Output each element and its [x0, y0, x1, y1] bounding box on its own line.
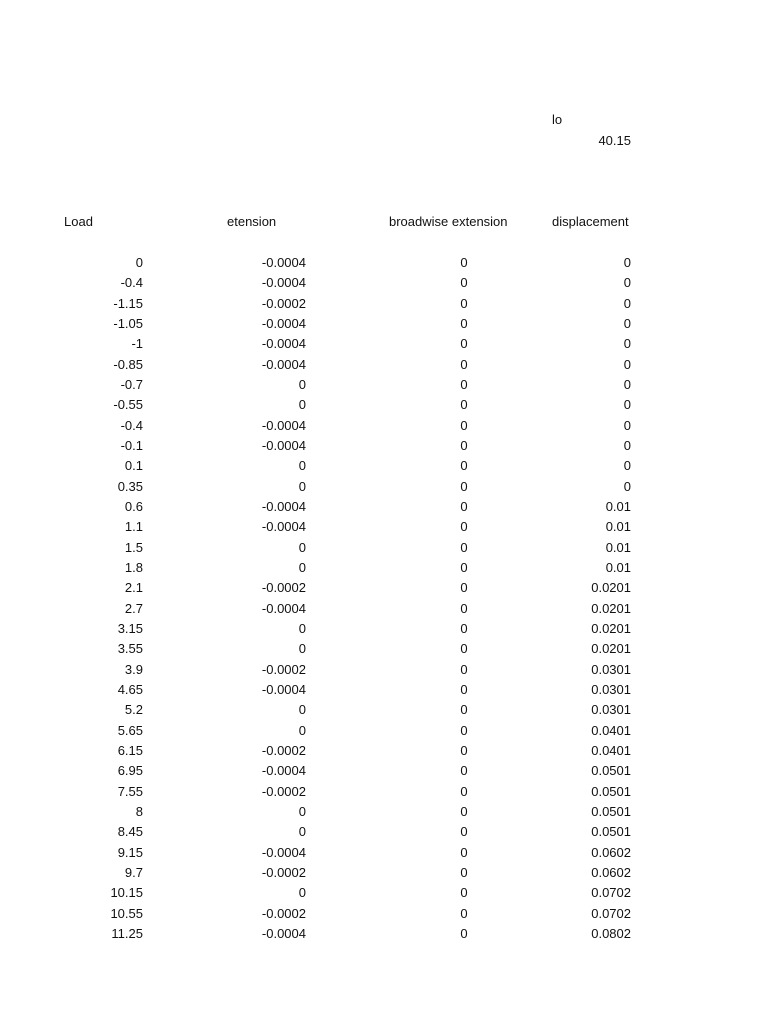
cell-load: -0.4: [120, 275, 143, 291]
column-header-load: Load: [64, 214, 93, 229]
table-row: [0, 802, 768, 822]
cell-displacement: 0.01: [605, 560, 631, 575]
table-row: [0, 619, 768, 639]
cell-etension: -0.0004: [261, 844, 306, 860]
cell-broadwise-extension: 0: [460, 885, 468, 901]
cell-displacement: 0.0702: [591, 905, 631, 921]
cell-displacement: 0: [623, 316, 631, 331]
cell-load: 4.65: [117, 681, 143, 697]
cell-load: 0.1: [124, 458, 143, 474]
cell-load: 7.55: [117, 783, 143, 799]
cell-etension: -0.0004: [261, 417, 306, 433]
table-row: [0, 599, 768, 619]
cell-etension: 0: [298, 478, 306, 494]
cell-etension: -0.0004: [261, 519, 306, 535]
cell-displacement: 0.01: [605, 539, 631, 555]
cell-etension: 0: [298, 722, 306, 738]
cell-etension: -0.0004: [261, 681, 306, 697]
cell-displacement: 0.0602: [591, 844, 631, 860]
cell-broadwise-extension: 0: [460, 458, 468, 474]
table-row: [0, 395, 768, 415]
table-row: [0, 578, 768, 598]
cell-etension: 0: [298, 641, 306, 657]
table-row: [0, 294, 768, 314]
cell-broadwise-extension: 0: [460, 824, 468, 840]
cell-displacement: 0.0702: [591, 885, 631, 901]
cell-load: 2.1: [124, 580, 143, 596]
cell-load: -1.05: [113, 316, 143, 331]
cell-broadwise-extension: 0: [460, 844, 468, 860]
cell-etension: 0: [298, 458, 306, 474]
lo-label: lo: [552, 112, 563, 127]
table-row: [0, 558, 768, 578]
table-row: [0, 538, 768, 558]
cell-broadwise-extension: 0: [460, 255, 468, 270]
table-row: [0, 477, 768, 497]
cell-etension: -0.0002: [261, 742, 306, 758]
cell-etension: -0.0004: [261, 499, 306, 514]
cell-broadwise-extension: 0: [460, 397, 468, 413]
cell-displacement: 0.0501: [591, 763, 631, 779]
cell-load: -0.1: [120, 438, 143, 453]
cell-displacement: 0.0201: [591, 600, 631, 616]
cell-etension: -0.0004: [261, 255, 306, 270]
table-row: [0, 416, 768, 436]
cell-displacement: 0.0201: [591, 620, 631, 636]
cell-etension: -0.0004: [261, 356, 306, 372]
cell-displacement: 0.0201: [591, 641, 631, 657]
cell-broadwise-extension: 0: [460, 763, 468, 779]
cell-displacement: 0.0201: [591, 580, 631, 596]
table-row: [0, 843, 768, 863]
cell-displacement: 0.0301: [591, 702, 631, 718]
cell-etension: -0.0004: [261, 316, 306, 331]
cell-etension: -0.0004: [261, 336, 306, 352]
table-row: [0, 497, 768, 517]
cell-load: -0.7: [120, 377, 143, 392]
cell-displacement: 0.01: [605, 499, 631, 514]
cell-load: -0.85: [113, 356, 143, 372]
cell-etension: -0.0002: [261, 783, 306, 799]
cell-broadwise-extension: 0: [460, 905, 468, 921]
cell-broadwise-extension: 0: [460, 742, 468, 758]
cell-load: 10.55: [110, 905, 143, 921]
cell-broadwise-extension: 0: [460, 275, 468, 291]
cell-broadwise-extension: 0: [460, 864, 468, 880]
cell-etension: 0: [298, 539, 306, 555]
cell-displacement: 0.0301: [591, 661, 631, 677]
cell-load: 2.7: [124, 600, 143, 616]
cell-load: 6.95: [117, 763, 143, 779]
lo-value: 40.15: [598, 133, 631, 148]
table-row: [0, 761, 768, 781]
cell-broadwise-extension: 0: [460, 336, 468, 352]
cell-broadwise-extension: 0: [460, 661, 468, 677]
table-row: [0, 253, 768, 273]
cell-broadwise-extension: 0: [460, 356, 468, 372]
cell-etension: 0: [298, 620, 306, 636]
cell-etension: -0.0002: [261, 295, 306, 311]
cell-displacement: 0.0802: [591, 925, 631, 941]
table-row: [0, 904, 768, 924]
cell-broadwise-extension: 0: [460, 295, 468, 311]
cell-displacement: 0: [623, 438, 631, 453]
table-row: [0, 517, 768, 537]
table-row: [0, 273, 768, 293]
cell-etension: -0.0004: [261, 600, 306, 616]
cell-displacement: 0.0401: [591, 742, 631, 758]
cell-load: 3.15: [117, 620, 143, 636]
cell-displacement: 0: [623, 275, 631, 291]
cell-displacement: 0.0501: [591, 803, 631, 819]
table-row: [0, 924, 768, 944]
cell-broadwise-extension: 0: [460, 803, 468, 819]
cell-etension: 0: [298, 397, 306, 413]
table-row: [0, 782, 768, 802]
cell-load: 5.2: [124, 702, 143, 718]
cell-etension: 0: [298, 560, 306, 575]
cell-load: 8: [135, 803, 143, 819]
column-header-broadwise-extension: broadwise extension: [389, 214, 508, 229]
cell-load: 10.15: [110, 885, 143, 901]
cell-broadwise-extension: 0: [460, 600, 468, 616]
cell-displacement: 0.0501: [591, 783, 631, 799]
cell-broadwise-extension: 0: [460, 702, 468, 718]
cell-etension: 0: [298, 824, 306, 840]
cell-broadwise-extension: 0: [460, 316, 468, 331]
cell-broadwise-extension: 0: [460, 377, 468, 392]
column-header-displacement: displacement: [552, 214, 629, 229]
table-row: [0, 639, 768, 659]
cell-etension: -0.0004: [261, 275, 306, 291]
cell-broadwise-extension: 0: [460, 539, 468, 555]
table-row: [0, 822, 768, 842]
cell-displacement: 0: [623, 478, 631, 494]
cell-broadwise-extension: 0: [460, 681, 468, 697]
cell-etension: 0: [298, 885, 306, 901]
cell-displacement: 0.0401: [591, 722, 631, 738]
cell-load: 0.35: [117, 478, 143, 494]
cell-displacement: 0.0301: [591, 681, 631, 697]
cell-load: 3.9: [124, 661, 143, 677]
table-row: [0, 883, 768, 903]
cell-load: 9.7: [124, 864, 143, 880]
cell-broadwise-extension: 0: [460, 925, 468, 941]
cell-broadwise-extension: 0: [460, 722, 468, 738]
cell-etension: -0.0002: [261, 580, 306, 596]
cell-load: 1.8: [124, 560, 143, 575]
table-row: [0, 660, 768, 680]
cell-broadwise-extension: 0: [460, 560, 468, 575]
cell-load: 5.65: [117, 722, 143, 738]
cell-broadwise-extension: 0: [460, 499, 468, 514]
cell-load: 11.25: [111, 925, 143, 941]
cell-etension: -0.0004: [261, 763, 306, 779]
cell-displacement: 0: [623, 397, 631, 413]
cell-broadwise-extension: 0: [460, 438, 468, 453]
cell-etension: 0: [298, 377, 306, 392]
cell-load: 8.45: [117, 824, 143, 840]
cell-etension: -0.0004: [261, 925, 306, 941]
cell-displacement: 0: [623, 295, 631, 311]
cell-broadwise-extension: 0: [460, 417, 468, 433]
table-row: [0, 741, 768, 761]
table-row: [0, 314, 768, 334]
cell-displacement: 0: [623, 255, 631, 270]
table-row: [0, 436, 768, 456]
cell-displacement: 0: [623, 336, 631, 352]
table-row: [0, 375, 768, 395]
cell-etension: -0.0002: [261, 661, 306, 677]
table-row: [0, 680, 768, 700]
cell-etension: -0.0002: [261, 864, 306, 880]
table-row: [0, 863, 768, 883]
cell-load: -1.15: [113, 295, 143, 311]
cell-etension: 0: [298, 803, 306, 819]
cell-load: 1.5: [124, 539, 143, 555]
cell-displacement: 0: [623, 417, 631, 433]
cell-etension: 0: [298, 702, 306, 718]
cell-broadwise-extension: 0: [460, 519, 468, 535]
cell-load: 9.15: [117, 844, 143, 860]
cell-load: -1: [131, 336, 143, 352]
cell-displacement: 0.0501: [591, 824, 631, 840]
cell-broadwise-extension: 0: [460, 580, 468, 596]
cell-load: 6.15: [117, 742, 143, 758]
table-row: [0, 721, 768, 741]
cell-load: 3.55: [117, 641, 143, 657]
table-row: [0, 456, 768, 476]
cell-load: 1.1: [124, 519, 143, 535]
cell-load: 0.6: [124, 499, 143, 514]
column-header-etension: etension: [227, 214, 277, 229]
cell-displacement: 0.0602: [591, 864, 631, 880]
cell-displacement: 0: [623, 377, 631, 392]
table-row: [0, 700, 768, 720]
cell-displacement: 0: [623, 356, 631, 372]
cell-broadwise-extension: 0: [460, 620, 468, 636]
cell-displacement: 0.01: [605, 519, 631, 535]
table-row: [0, 355, 768, 375]
cell-etension: -0.0002: [261, 905, 306, 921]
cell-displacement: 0: [623, 458, 631, 474]
cell-load: -0.55: [113, 397, 143, 413]
cell-broadwise-extension: 0: [460, 478, 468, 494]
table-row: [0, 334, 768, 354]
cell-load: -0.4: [120, 417, 143, 433]
cell-load: 0: [135, 255, 143, 270]
cell-broadwise-extension: 0: [460, 641, 468, 657]
cell-broadwise-extension: 0: [460, 783, 468, 799]
cell-etension: -0.0004: [261, 438, 306, 453]
